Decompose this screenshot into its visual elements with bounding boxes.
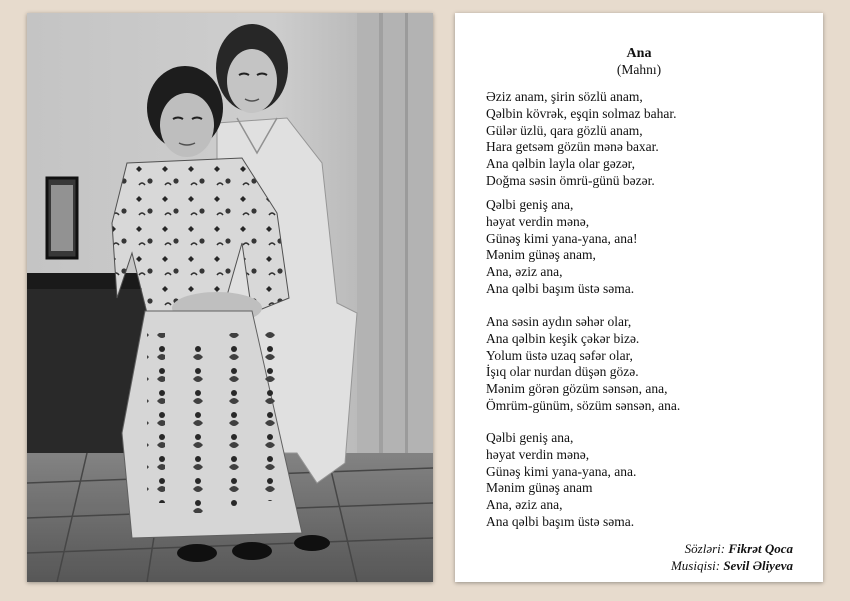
poem-line: Ana qəlbin keşik çəkər bizə.	[486, 330, 640, 346]
poem-line: Qəlbin kövrək, eşqin solmaz bahar.	[486, 105, 677, 121]
stanza-1	[486, 89, 676, 190]
poem-line: Qəlbi geniş ana,	[486, 197, 574, 212]
poem-line: Hara getsəm gözün mənə baxar.	[486, 139, 659, 155]
black-and-white-photo-two-women-icon	[27, 13, 433, 582]
poem-line: həyat verdin mənə,	[486, 213, 590, 229]
poem-line: Yolum üstə uzaq səfər olar,	[486, 347, 633, 363]
poem-subtitle: (Mahnı)	[616, 62, 662, 77]
poem-line: Ana, əziz ana,	[486, 264, 563, 280]
poem-line: Mənim günəş anam,	[486, 247, 596, 263]
poem-line: Qəlbi geniş ana,	[486, 430, 574, 445]
poem-line: Ana qəlbi başım üstə səma.	[486, 513, 635, 529]
poem-line: Günəş kimi yana-yana, ana!	[486, 230, 638, 246]
poem-line: Əziz anam, şirin sözlü anam,	[486, 89, 643, 104]
poem-line: Ana qəlbi başım üstə səma.	[486, 280, 635, 296]
poem-card	[455, 13, 823, 582]
stanza-3	[486, 314, 680, 415]
music-author: Sevil Əliyeva	[723, 557, 793, 573]
lyrics-label: Sözləri:	[684, 541, 726, 556]
lyrics-author: Fikrət Qoca	[728, 541, 793, 556]
credits	[671, 541, 793, 574]
poem-line: Ana səsin aydın səhər olar,	[486, 314, 632, 329]
poem-line: Günəş kimi yana-yana, ana.	[486, 463, 637, 479]
photo	[27, 13, 433, 582]
stanza-4	[486, 430, 636, 531]
poem-line: Ana qəlbin layla olar gəzər,	[486, 156, 636, 172]
poem-line: həyat verdin mənə,	[486, 446, 590, 462]
stanza-2	[486, 197, 637, 298]
music-label: Musiqisi:	[670, 557, 721, 573]
poem-line: Mənim görən gözüm sənsən, ana,	[486, 381, 668, 397]
poem-line: Gülər üzlü, qara gözlü anam,	[486, 122, 643, 138]
poem-line: Mənim günəş anam	[486, 480, 593, 496]
poem-line: İşıq olar nurdan düşən gözə.	[486, 364, 639, 380]
music-credit	[671, 558, 793, 575]
poem-line: Ana, əziz ana,	[486, 497, 563, 513]
poem-line: Doğma səsin ömrü-günü bəzər.	[486, 172, 655, 188]
lyrics-credit	[671, 541, 793, 558]
poem-line: Ömrüm-günüm, sözüm sənsən, ana.	[486, 397, 681, 413]
poem-title: Ana	[626, 46, 652, 61]
